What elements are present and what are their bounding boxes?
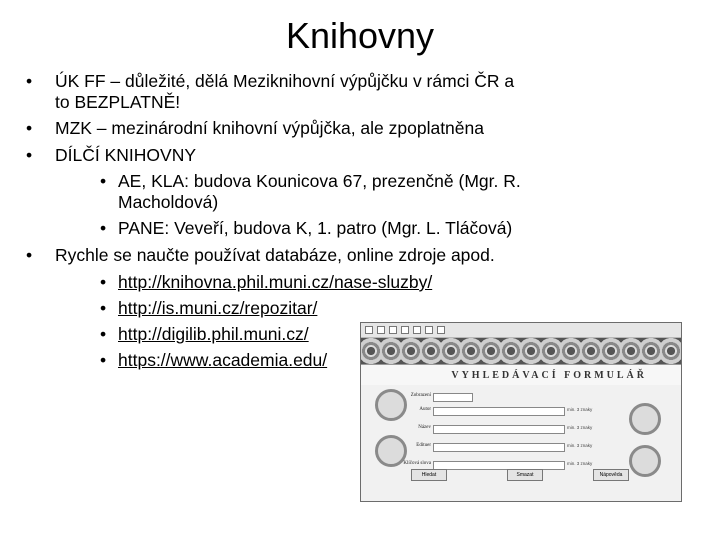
toolbar-icon xyxy=(425,326,433,334)
bullet-dot: • xyxy=(100,350,107,370)
bullet-text: ÚK FF – důležité, dělá Meziknihovní výpůjčku v rámci ČR a xyxy=(55,71,515,91)
bullet-dot: • xyxy=(26,71,33,91)
link-knihovna[interactable]: http://knihovna.phil.muni.cz/nase-sluzby/ xyxy=(118,272,433,292)
display-select[interactable] xyxy=(433,393,473,402)
form-row-display xyxy=(375,393,665,405)
bullet-text: Rychle se naučte používat databáze, online zdroje apod. xyxy=(55,245,495,265)
clear-button[interactable]: Smazat xyxy=(507,469,543,481)
toolbar-icon xyxy=(413,326,421,334)
toolbar-icon xyxy=(401,326,409,334)
field-hint: min. 3 znaky xyxy=(567,443,593,448)
form-row-title xyxy=(375,425,665,437)
form-row-author xyxy=(375,407,665,419)
field-label: Klíčová slova xyxy=(403,461,431,466)
field-hint: min. 3 znaky xyxy=(567,407,593,412)
form-row-editor xyxy=(375,443,665,455)
link-academia[interactable]: https://www.academia.edu/ xyxy=(118,350,328,370)
author-input[interactable] xyxy=(433,407,565,416)
bullet-dot: • xyxy=(26,118,33,138)
search-button[interactable]: Hledat xyxy=(411,469,447,481)
search-form-screenshot xyxy=(360,322,682,502)
title-input[interactable] xyxy=(433,425,565,434)
field-label: Zobrazení xyxy=(410,393,431,398)
bullet-text: to BEZPLATNĚ! xyxy=(55,92,181,112)
bullet-text: DÍLČÍ KNIHOVNY xyxy=(55,145,196,165)
field-label: Název xyxy=(418,425,431,430)
bullet-text: AE, KLA: budova Kounicova 67, prezenčně (Mgr. R. xyxy=(118,171,521,191)
field-label: Autor xyxy=(419,407,431,412)
bullet-text: PANE: Veveří, budova K, 1. patro (Mgr. L. Tláčová) xyxy=(118,218,513,238)
bullet-dot: • xyxy=(100,218,107,238)
toolbar-icon xyxy=(389,326,397,334)
keywords-input[interactable] xyxy=(433,461,565,470)
form-heading: VYHLEDÁVACÍ FORMULÁŘ xyxy=(361,365,681,385)
bullet-dot: • xyxy=(100,171,107,191)
bullet-dot: • xyxy=(100,324,107,344)
bullet-dot: • xyxy=(100,298,107,318)
help-button[interactable]: Nápověda xyxy=(593,469,629,481)
bullet-text: MZK – mezinárodní knihovní výpůjčka, ale zpoplatněna xyxy=(55,118,484,138)
field-hint: min. 3 znaky xyxy=(567,425,593,430)
link-digilib[interactable]: http://digilib.phil.muni.cz/ xyxy=(118,324,309,344)
decorative-banner xyxy=(361,338,681,365)
bullet-dot: • xyxy=(100,272,107,292)
bullet-dot: • xyxy=(26,145,33,165)
toolbar-icon xyxy=(365,326,373,334)
link-repozitar[interactable]: http://is.muni.cz/repozitar/ xyxy=(118,298,318,318)
bullet-text: Macholdová) xyxy=(118,192,219,212)
editor-input[interactable] xyxy=(433,443,565,452)
page-title: Knihovny xyxy=(285,15,435,56)
browser-toolbar xyxy=(361,323,681,338)
toolbar-icon xyxy=(437,326,445,334)
field-hint: min. 3 znaky xyxy=(567,461,593,466)
bullet-dot: • xyxy=(26,245,33,265)
toolbar-icon xyxy=(377,326,385,334)
field-label: Edituer xyxy=(416,443,431,448)
